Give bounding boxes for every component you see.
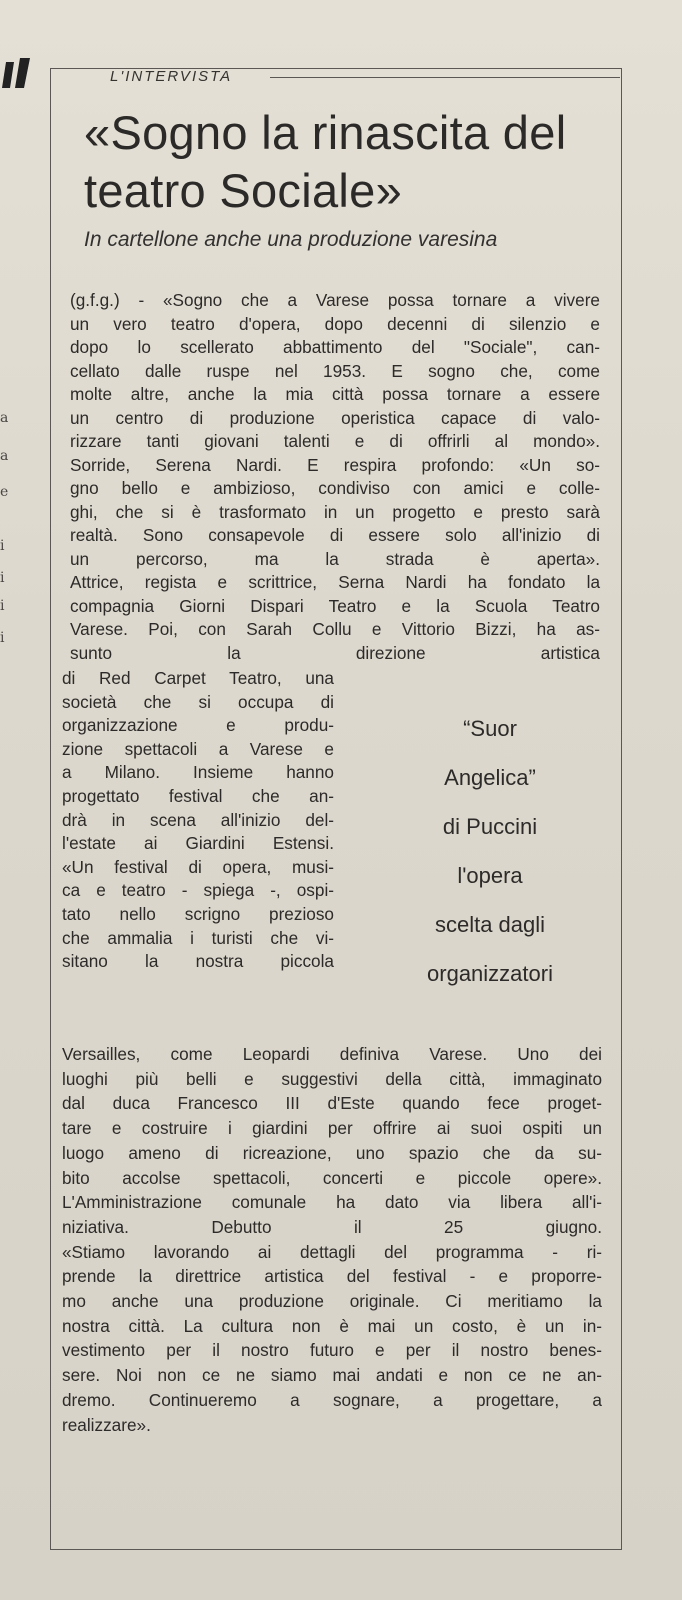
- text-line: «Stiamo lavorando ai dettagli del programma - ri-: [62, 1241, 602, 1262]
- text-line: dal duca Francesco III d'Este quando fece proget-: [62, 1093, 602, 1114]
- text-line: dopo lo scellerato abbattimento del "Sociale", can-: [70, 337, 600, 357]
- subtitle: In cartellone anche una produzione varesina: [84, 228, 498, 251]
- text-line: luoghi più belli e suggestivi della città, immaginato: [62, 1068, 602, 1089]
- text-line: prende la direttrice artistica del festival - e proporre-: [62, 1266, 602, 1287]
- pull-quote-line: “Suor: [463, 716, 517, 741]
- text-line: bito accolse spettacoli, concerti e piccole opere».: [62, 1167, 602, 1188]
- text-line: sunto la direzione artistica: [70, 642, 600, 663]
- text-line: molte altre, anche la mia città possa tornare a essere: [70, 384, 600, 404]
- pull-quote-line: di Puccini: [442, 814, 538, 839]
- text-line: sere. Noi non ce ne siamo mai andati e non ce ne an-: [62, 1365, 602, 1386]
- text-line: gno bello e ambizioso, condiviso con amici e colle-: [70, 478, 600, 498]
- margin-letter: i: [0, 598, 5, 614]
- text-line: sitano la nostra piccola: [62, 951, 334, 972]
- pull-quote-line: organizzatori: [427, 961, 553, 986]
- text-line: zione spettacoli a Varese e: [62, 738, 334, 759]
- text-line: a Milano. Insieme hanno: [62, 762, 334, 783]
- section-kicker: L'INTERVISTA: [110, 68, 233, 85]
- text-line: un centro di produzione operistica capace di valo-: [70, 407, 600, 428]
- text-line: ghi, che si è trasformato in un progetto e presto sarà: [70, 501, 600, 522]
- text-line: niziativa. Debutto il 25 giugno.: [62, 1216, 602, 1237]
- text-line: tato nello scrigno prezioso: [62, 904, 334, 924]
- margin-letter: a: [0, 410, 9, 426]
- text-line: drà in scena all'inizio del-: [62, 809, 334, 830]
- column-edge-mark: [0, 48, 36, 108]
- text-line: Versailles, come Leopardi definiva Varese. Uno dei: [62, 1044, 602, 1064]
- margin-letter: i: [0, 570, 5, 586]
- text-line: rizzare tanti giovani talenti e di offrirli al mondo».: [70, 431, 600, 451]
- text-line: Attrice, regista e scrittrice, Serna Nardi ha fondato la: [70, 572, 600, 592]
- kicker-rule: [270, 77, 620, 78]
- margin-letter: i: [0, 538, 5, 554]
- text-line: vestimento per il nostro futuro e per il nostro benes-: [62, 1340, 602, 1361]
- text-line: società che si occupa di: [62, 691, 334, 712]
- text-line: un percorso, ma la strada è aperta».: [70, 548, 600, 569]
- text-line: realizzare».: [62, 1414, 151, 1435]
- text-line: luogo ameno di ricreazione, uno spazio che da su-: [62, 1142, 602, 1163]
- margin-letter: i: [0, 630, 5, 646]
- text-line: cellato dalle ruspe nel 1953. E sogno che, come: [70, 360, 600, 381]
- text-line: di Red Carpet Teatro, una: [62, 668, 334, 688]
- text-line: L'Amministrazione comunale ha dato via libera all'i-: [62, 1192, 602, 1213]
- pull-quote-line: scelta dagli: [434, 912, 546, 937]
- text-line: Varese. Poi, con Sarah Collu e Vittorio Bizzi, ha as-: [70, 619, 600, 639]
- text-line: progettato festival che an-: [62, 786, 334, 806]
- text-line: compagnia Giorni Dispari Teatro e la Scuola Teatro: [70, 595, 600, 616]
- text-line: realtà. Sono consapevole di essere solo all'inizio di: [70, 525, 600, 545]
- text-line: un vero teatro d'opera, dopo decenni di silenzio e: [70, 313, 600, 334]
- pull-quote-line: Angelica”: [444, 765, 536, 790]
- text-line: tare e costruire i giardini per offrire ai suoi ospiti un: [62, 1118, 602, 1139]
- text-line: dremo. Continueremo a sognare, a progettare, a: [62, 1389, 602, 1410]
- margin-letter: a: [0, 448, 9, 464]
- text-line: ca e teatro - spiega -, ospi-: [62, 880, 334, 901]
- text-line: Sorride, Serena Nardi. E respira profondo: «Un so-: [70, 454, 600, 475]
- text-line: che ammalia i turisti che vi-: [62, 927, 334, 948]
- text-line: l'estate ai Giardini Estensi.: [62, 833, 334, 854]
- margin-letter: e: [0, 484, 9, 500]
- text-line: (g.f.g.) - «Sogno che a Varese possa tornare a vivere: [70, 290, 600, 310]
- text-line: mo anche una produzione originale. Ci meritiamo la: [62, 1291, 602, 1311]
- text-line: «Un festival di opera, musi-: [62, 856, 334, 877]
- text-line: nostra città. La cultura non è mai un costo, è un in-: [62, 1315, 602, 1336]
- text-line: organizzazione e produ-: [62, 715, 334, 736]
- headline: «Sogno la rinascita del teatro Sociale»: [84, 106, 567, 217]
- pull-quote-line: l'opera: [457, 863, 523, 888]
